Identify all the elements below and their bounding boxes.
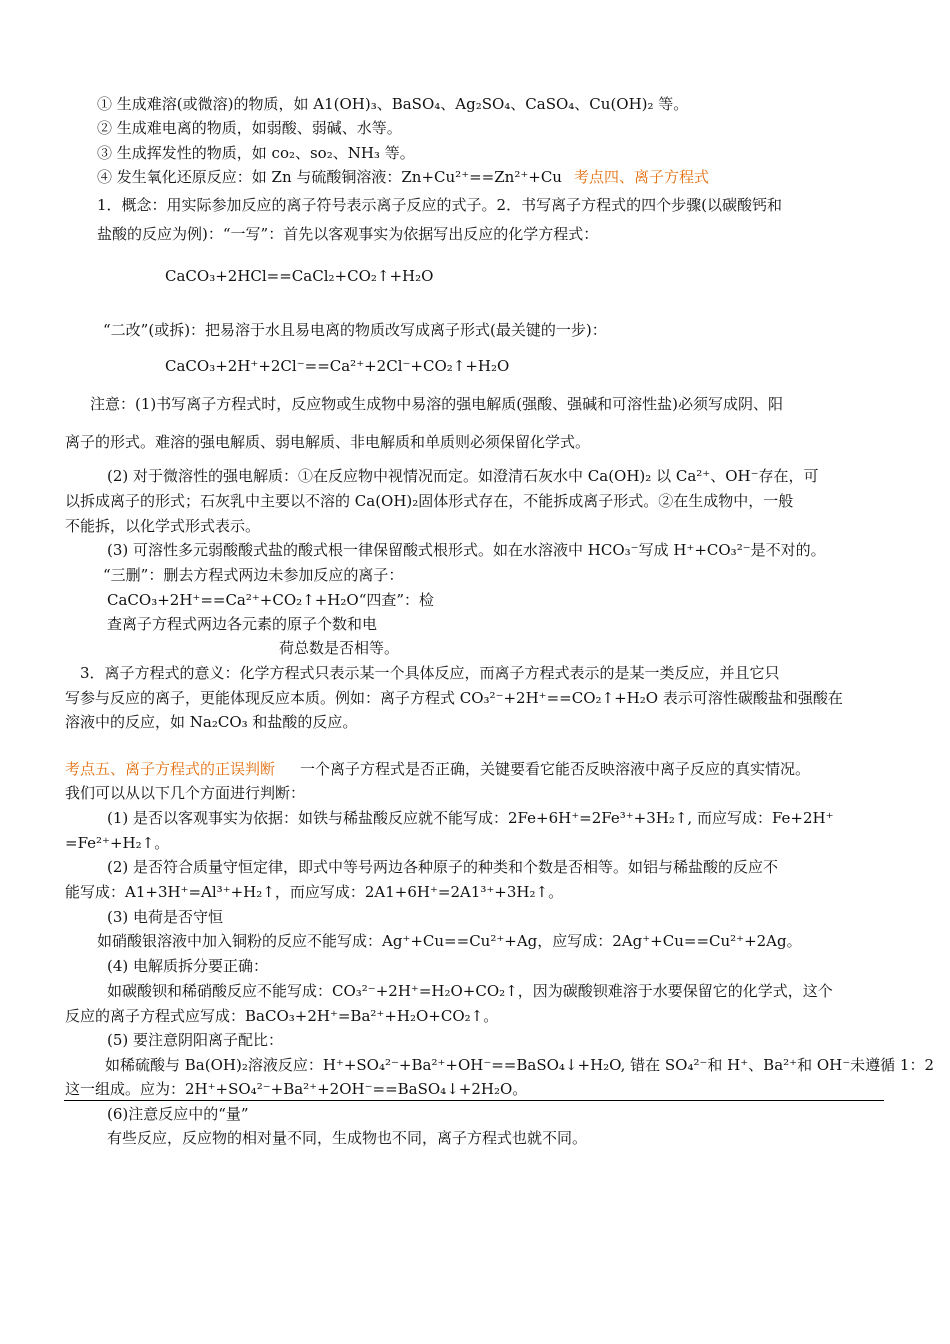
text-line: (1) 是否以客观事实为依据：如铁与稀盐酸反应就不能写成：2Fe+6H⁺=2Fe³⁺+3H₂↑, 而应写成：Fe+2H⁺	[107, 809, 834, 827]
text-line: 如稀硫酸与 Ba(OH)₂溶液反应：H⁺+SO₄²⁻+Ba²⁺+OH⁻==BaSO₄↓+H₂O, 错在 SO₄²⁻和 H⁺、Ba²⁺和 OH⁻未遵循 1：2	[105, 1056, 934, 1074]
text-line: 我们可以从以下几个方面进行判断：	[65, 784, 306, 802]
horizontal-rule	[64, 1100, 884, 1101]
text-line: 一个离子方程式是否正确，关键要看它能否反映溶液中离子反应的真实情况。	[300, 760, 811, 778]
equation-line: CaCO₃+2H⁺+2Cl⁻==Ca²⁺+2Cl⁻+CO₂↑+H₂O	[165, 357, 510, 375]
text-line: 有些反应，反应物的相对量不同，生成物也不同，离子方程式也就不同。	[107, 1129, 588, 1147]
text-line: 写参与反应的离子，更能体现反应本质。例如：离子方程式 CO₃²⁻+2H⁺==CO₂↑+H₂O 表示可溶性碳酸盐和强酸在	[65, 689, 843, 707]
text-line: 离子的形式。难溶的强电解质、弱电解质、非电解质和单质则必须保留化学式。	[65, 433, 591, 451]
text-line: 反应的离子方程式应写成：BaCO₃+2H⁺=Ba²⁺+H₂O+CO₂↑。	[65, 1007, 499, 1025]
text-line: 溶液中的反应，如 Na₂CO₃ 和盐酸的反应。	[65, 713, 358, 731]
section-heading: 考点四、离子方程式	[574, 168, 710, 186]
text-line: (2) 是否符合质量守恒定律，即式中等号两边各种原子的种类和个数是否相等。如铝与稀盐酸的反应不	[107, 858, 779, 876]
text-line: =Fe²⁺+H₂↑。	[65, 834, 170, 852]
text-line: (3) 可溶性多元弱酸酸式盐的酸式根一律保留酸式根形式。如在水溶液中 HCO₃⁻写成 H⁺+CO₃²⁻是不对的。	[107, 541, 826, 559]
text-line: “三删”：删去方程式两边未参加反应的离子：	[103, 566, 404, 584]
text-line: 查离子方程式两边各元素的原子个数和电	[107, 615, 378, 633]
text-line: 如碳酸钡和稀硝酸反应不能写成：CO₃²⁻+2H⁺=H₂O+CO₂↑，因为碳酸钡难溶于水要保留它的化学式，这个	[107, 982, 833, 1000]
text-line: 这一组成。应为：2H⁺+SO₄²⁻+Ba²⁺+2OH⁻==BaSO₄↓+2H₂O。	[65, 1080, 528, 1098]
text-line: 如硝酸银溶液中加入铜粉的反应不能写成：Ag⁺+Cu==Cu²⁺+Ag，应写成：2Ag⁺+Cu==Cu²⁺+2Ag。	[97, 932, 802, 950]
text-line: (6)注意反应中的“量”	[107, 1105, 249, 1123]
text-line: 1．概念：用实际参加反应的离子符号表示离子反应的式子。2．书写离子方程式的四个步骤(以碳酸钙和	[97, 196, 782, 214]
text-line: 盐酸的反应为例)：“一写”：首先以客观事实为依据写出反应的化学方程式：	[97, 225, 599, 243]
text-line: 能写成：A1+3H⁺=Al³⁺+H₂↑，而应写成：2A1+6H⁺=2A1³⁺+3H₂↑。	[65, 883, 564, 901]
text-line: (2) 对于微溶性的强电解质：①在反应物中视情况而定。如澄清石灰水中 Ca(OH)₂ 以 Ca²⁺、OH⁻存在，可	[107, 467, 819, 485]
text-line: 以拆成离子的形式；石灰乳中主要以不溶的 Ca(OH)₂固体形式存在，不能拆成离子形式。②在生成物中，一般	[65, 492, 794, 510]
text-line: ④ 发生氧化还原反应：如 Zn 与硫酸铜溶液：Zn+Cu²⁺==Zn²⁺+Cu	[97, 168, 562, 186]
text-line: ③ 生成挥发性的物质，如 co₂、so₂、NH₃ 等。	[97, 144, 415, 162]
section-heading: 考点五、离子方程式的正误判断	[65, 760, 276, 778]
text-line: 不能拆，以化学式形式表示。	[65, 517, 261, 535]
text-line: 注意：(1)书写离子方程式时，反应物或生成物中易溶的强电解质(强酸、强碱和可溶性盐)必须写成阴、阳	[90, 395, 783, 413]
text-line: “二改”(或拆)：把易溶于水且易电离的物质改写成离子形式(最关键的一步)：	[103, 321, 607, 339]
equation-line: CaCO₃+2H⁺==Ca²⁺+CO₂↑+H₂O“四查”：检	[107, 591, 435, 609]
equation-line: CaCO₃+2HCl==CaCl₂+CO₂↑+H₂O	[165, 267, 434, 285]
text-line: 荷总数是否相等。	[279, 639, 400, 657]
text-line: ② 生成难电离的物质，如弱酸、弱碱、水等。	[97, 119, 402, 137]
text-line: 3．离子方程式的意义：化学方程式只表示某一个具体反应，而离子方程式表示的是某一类反应，并且它只	[80, 664, 780, 682]
text-line: (5) 要注意阴阳离子配比：	[107, 1031, 284, 1049]
text-line: ① 生成难溶(或微溶)的物质，如 A1(OH)₃、BaSO₄、Ag₂SO₄、CaSO₄、Cu(OH)₂ 等。	[97, 95, 689, 113]
text-line: (3) 电荷是否守恒	[107, 908, 224, 926]
text-line: (4) 电解质拆分要正确：	[107, 957, 269, 975]
